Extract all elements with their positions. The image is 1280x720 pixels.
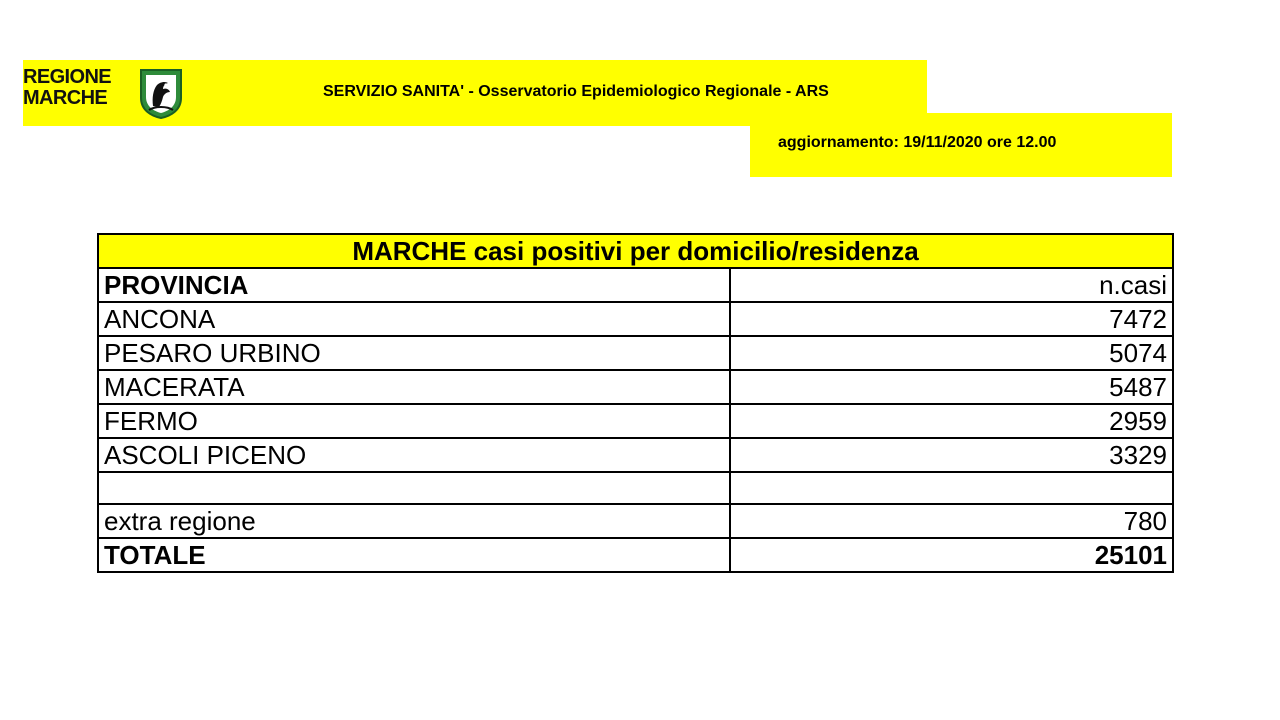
provincia-cell: ANCONA	[98, 302, 730, 336]
regione-marche-emblem-icon	[135, 66, 187, 120]
column-header-provincia: PROVINCIA	[98, 268, 730, 302]
provincia-cell: PESARO URBINO	[98, 336, 730, 370]
provincia-cell: extra regione	[98, 504, 730, 538]
casi-cell: 2959	[730, 404, 1173, 438]
casi-cell: 5074	[730, 336, 1173, 370]
column-header-casi: n.casi	[730, 268, 1173, 302]
table-title-row	[98, 234, 1173, 268]
table-total-row	[98, 538, 1173, 572]
provincia-cell	[98, 472, 730, 504]
casi-cell: 3329	[730, 438, 1173, 472]
provincia-cell: MACERATA	[98, 370, 730, 404]
cases-table	[97, 233, 1174, 573]
table-row	[98, 504, 1173, 538]
logo-line-2: MARCHE	[23, 87, 108, 109]
table-header-row	[98, 268, 1173, 302]
total-value: 25101	[730, 538, 1173, 572]
casi-cell: 7472	[730, 302, 1173, 336]
total-label: TOTALE	[98, 538, 730, 572]
table-row	[98, 302, 1173, 336]
table-row	[98, 336, 1173, 370]
casi-cell: 780	[730, 504, 1173, 538]
table-row-empty	[98, 472, 1173, 504]
table-row	[98, 438, 1173, 472]
table-row	[98, 404, 1173, 438]
provincia-cell: FERMO	[98, 404, 730, 438]
table-title: MARCHE casi positivi per domicilio/residenza	[98, 234, 1173, 268]
regione-marche-logo	[23, 66, 193, 120]
casi-cell	[730, 472, 1173, 504]
casi-cell: 5487	[730, 370, 1173, 404]
update-timestamp: aggiornamento: 19/11/2020 ore 12.00	[778, 134, 1057, 151]
table-row	[98, 370, 1173, 404]
service-title: SERVIZIO SANITA' - Osservatorio Epidemiologico Regionale - ARS	[323, 83, 829, 100]
provincia-cell: ASCOLI PICENO	[98, 438, 730, 472]
logo-text	[23, 67, 135, 109]
logo-line-1: REGIONE	[23, 66, 112, 88]
